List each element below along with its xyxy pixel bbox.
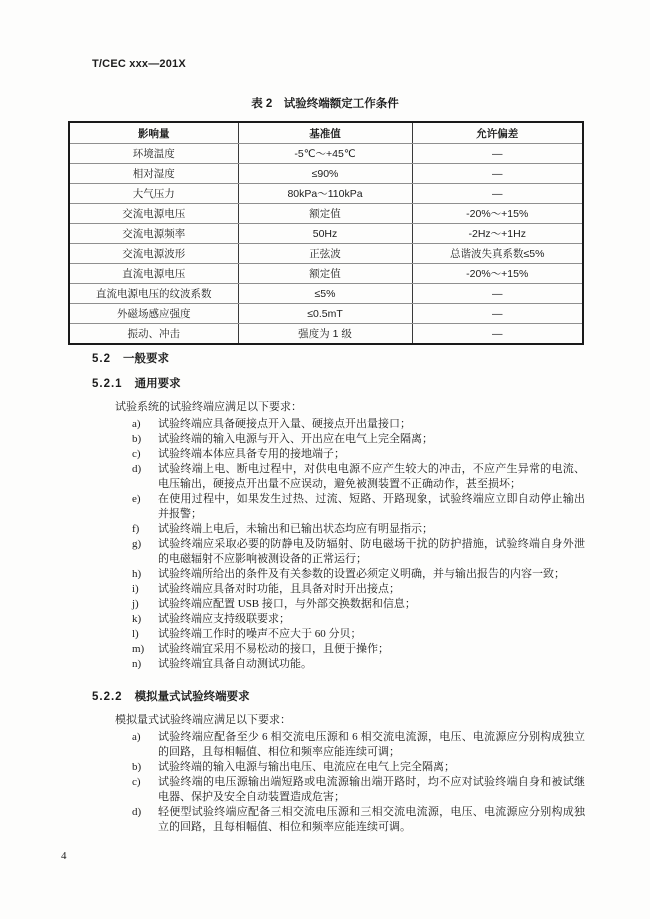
cell: 直流电源电压 — [69, 264, 238, 284]
item-label: h) — [132, 568, 142, 580]
cell: 外磁场感应强度 — [69, 304, 238, 324]
cell: 额定值 — [238, 204, 412, 224]
item-text: 试验终端宜具备自动测试功能。 — [158, 658, 312, 670]
list-item — [132, 567, 585, 582]
item-text: 试验终端应具备对时功能，且具备对时开出接点； — [158, 583, 400, 595]
cell: 交流电源频率 — [69, 224, 238, 244]
list-item — [132, 492, 585, 522]
doc-code: T/CEC xxx—201X — [92, 58, 186, 70]
cell: — — [412, 164, 583, 184]
cell: 交流电源波形 — [69, 244, 238, 264]
list-item — [132, 582, 585, 597]
item-text: 试验终端上电、断电过程中，对供电电源不应产生较大的冲击，不应产生异常的电流、电压输出，硬接点开出量不应误动，避免被测装置不正确动作，甚至损坏； — [158, 463, 585, 490]
cell: -2Hz～+1Hz — [412, 224, 583, 244]
section-title: 模拟量式试验终端要求 — [134, 691, 250, 703]
list-item — [132, 627, 585, 642]
item-label: a) — [132, 731, 141, 743]
list-item — [132, 642, 585, 657]
section-5-2-2-intro: 模拟量式试验终端应满足以下要求： — [115, 714, 291, 726]
table-row — [69, 224, 583, 244]
item-text: 试验终端的输入电源与开入、开出应在电气上完全隔离； — [158, 433, 433, 445]
item-text: 试验终端的输入电源与输出电压、电流应在电气上完全隔离； — [158, 761, 455, 773]
cell: 额定值 — [238, 264, 412, 284]
cell: 环境温度 — [69, 144, 238, 164]
item-label: m) — [132, 643, 145, 655]
cell: 80kPa～110kPa — [238, 184, 412, 204]
list-item — [132, 432, 585, 447]
col-header-tolerance: 允许偏差 — [412, 122, 583, 144]
table-row — [69, 204, 583, 224]
item-label: l) — [132, 628, 139, 640]
cell: 50Hz — [238, 224, 412, 244]
section-heading-5-2-1 — [92, 377, 650, 392]
table-row — [69, 304, 583, 324]
item-text: 试验终端应支持级联要求； — [158, 613, 290, 625]
table-row — [69, 164, 583, 184]
cell: -20%～+15% — [412, 204, 583, 224]
item-text: 试验终端应配置 USB 接口，与外部交换数据和信息； — [158, 598, 416, 610]
table-header-row — [69, 122, 583, 144]
item-text: 试验终端的电压源输出端短路或电流源输出端开路时，均不应对试验终端自身和被试继电器、保护及安全自动装置造成危害； — [158, 776, 585, 803]
list-item — [132, 775, 585, 805]
item-label: k) — [132, 613, 142, 625]
list-item — [132, 597, 585, 612]
body-content — [0, 345, 650, 835]
cell: — — [412, 304, 583, 324]
list-item — [132, 612, 585, 627]
item-text: 试验终端工作时的噪声不应大于 60 分贝； — [158, 628, 362, 640]
item-label: c) — [132, 448, 141, 460]
section-number: 5.2.1 — [92, 378, 123, 390]
item-label: c) — [132, 776, 141, 788]
section-5-2-1-intro: 试验系统的试验终端应满足以下要求： — [115, 401, 302, 413]
section-title: 一般要求 — [123, 353, 169, 365]
cell: 直流电源电压的纹波系数 — [69, 284, 238, 304]
col-header-reference: 基准值 — [238, 122, 412, 144]
item-label: i) — [132, 583, 139, 595]
item-text: 试验终端宜采用不易松动的接口，且便于操作； — [158, 643, 389, 655]
item-label: a) — [132, 418, 141, 430]
item-text: 在使用过程中，如果发生过热、过流、短路、开路现象，试验终端应立即自动停止输出并报警； — [158, 493, 585, 520]
rated-conditions-table — [68, 121, 584, 345]
cell: — — [412, 184, 583, 204]
list-item — [132, 760, 585, 775]
cell: ≤5% — [238, 284, 412, 304]
cell: 强度为 1 级 — [238, 324, 412, 345]
list-item — [132, 447, 585, 462]
item-label: d) — [132, 463, 142, 475]
table-row — [69, 244, 583, 264]
table-row — [69, 264, 583, 284]
cell: — — [412, 324, 583, 345]
list-item — [132, 657, 585, 672]
item-label: b) — [132, 761, 142, 773]
cell: -20%～+15% — [412, 264, 583, 284]
cell: 振动、冲击 — [69, 324, 238, 345]
cell: 相对湿度 — [69, 164, 238, 184]
cell: — — [412, 284, 583, 304]
cell: ≤90% — [238, 164, 412, 184]
list-item — [132, 805, 585, 835]
table-row — [69, 324, 583, 345]
requirement-list-5-2-2 — [0, 730, 650, 835]
list-item — [132, 522, 585, 537]
list-item — [132, 462, 585, 492]
table-row — [69, 184, 583, 204]
item-label: f) — [132, 523, 140, 535]
cell: 交流电源电压 — [69, 204, 238, 224]
section-number: 5.2 — [92, 353, 111, 365]
cell: ≤0.5mT — [238, 304, 412, 324]
cell: — — [412, 144, 583, 164]
section-number: 5.2.2 — [92, 691, 123, 703]
section-heading-5-2-2 — [92, 690, 650, 705]
item-label: j) — [132, 598, 139, 610]
item-text: 试验终端应配备至少 6 相交流电压源和 6 相交流电流源，电压、电流源应分别构成独立的回路，且每相幅值、相位和频率应能连续可调； — [158, 731, 585, 758]
list-item — [132, 537, 585, 567]
item-text: 试验终端上电后，未输出和已输出状态均应有明显指示； — [158, 523, 433, 535]
col-header-influence: 影响量 — [69, 122, 238, 144]
cell: -5℃～+45℃ — [238, 144, 412, 164]
list-item — [132, 730, 585, 760]
table-title: 表 2 试验终端额定工作条件 — [251, 98, 399, 110]
cell: 总谐波失真系数≤5% — [412, 244, 583, 264]
item-label: n) — [132, 658, 142, 670]
page-number: 4 — [61, 850, 67, 862]
item-text: 轻便型试验终端应配备三相交流电压源和三相交流电流源，电压、电流源应分别构成独立的回路，且每相幅值、相位和频率应能连续可调。 — [158, 806, 585, 833]
section-heading-5-2 — [92, 352, 650, 367]
item-text: 试验终端所给出的条件及有关参数的设置必须定义明确，并与输出报告的内容一致； — [158, 568, 565, 580]
item-label: g) — [132, 538, 142, 550]
item-label: e) — [132, 493, 141, 505]
table-row — [69, 284, 583, 304]
item-text: 试验终端应具备硬接点开入量、硬接点开出量接口； — [158, 418, 411, 430]
item-label: d) — [132, 806, 142, 818]
item-text: 试验终端本体应具备专用的接地端子； — [158, 448, 345, 460]
cell: 正弦波 — [238, 244, 412, 264]
item-label: b) — [132, 433, 142, 445]
cell: 大气压力 — [69, 184, 238, 204]
section-title: 通用要求 — [134, 378, 181, 390]
requirement-list-5-2-1 — [0, 417, 650, 672]
table-row — [69, 144, 583, 164]
list-item — [132, 417, 585, 432]
item-text: 试验终端应采取必要的防静电及防辐射、防电磁场干扰的防护措施，试验终端自身外泄的电磁辐射不应影响被测设备的正常运行； — [158, 538, 585, 565]
